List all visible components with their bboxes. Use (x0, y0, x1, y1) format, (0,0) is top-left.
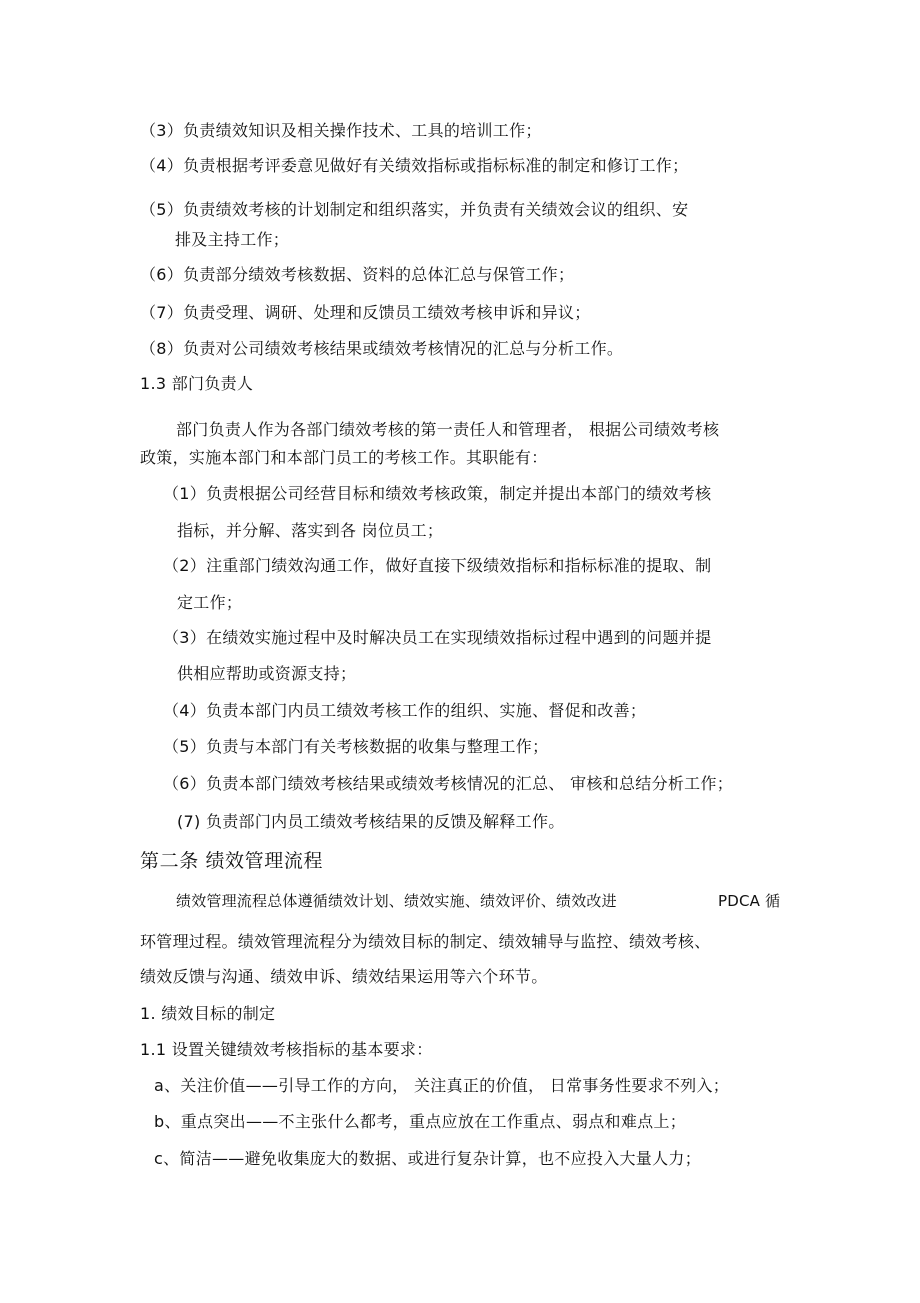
requirement-a: a、关注价值——引导工作的方向， 关注真正的价值， 日常事务性要求不列入； (154, 1076, 730, 1095)
requirement-b: b、重点突出——不主张什么都考，重点应放在工作重点、弱点和难点上； (154, 1112, 687, 1131)
head-duty-2-cont: 定工作； (177, 593, 243, 612)
duty-item-5-cont: 排及主持工作； (175, 230, 290, 249)
section-1-1-heading: 1.1 设置关键绩效考核指标的基本要求： (140, 1040, 433, 1059)
section-1-heading: 1. 绩效目标的制定 (140, 1004, 276, 1023)
requirement-c: c、简洁——避免收集庞大的数据、或进行复杂计算，也不应投入大量人力； (154, 1149, 701, 1168)
article-2-para-line-2: 环管理过程。绩效管理流程分为绩效目标的制定、绩效辅导与监控、绩效考核、 (140, 932, 711, 951)
section-1-3-intro-line-1: 部门负责人作为各部门绩效考核的第一责任人和管理者， 根据公司绩效考核 (176, 420, 720, 439)
head-duty-1-cont: 指标，并分解、落实到各 岗位员工； (177, 521, 444, 540)
head-duty-6: （6）负责本部门绩效考核结果或绩效考核情况的汇总、 审核和总结分析工作； (163, 774, 734, 793)
duty-item-5: （5）负责绩效考核的计划制定和组织落实，并负责有关绩效会议的组织、安 (140, 200, 689, 219)
head-duty-2: （2）注重部门绩效沟通工作，做好直接下级绩效指标和指标标准的提取、制 (163, 556, 712, 575)
duty-item-7: （7）负责受理、调研、处理和反馈员工绩效考核申诉和异议； (140, 303, 591, 322)
article-2-para-pdca: PDCA 循 (718, 892, 781, 910)
duty-item-8: （8）负责对公司绩效考核结果或绩效考核情况的汇总与分析工作。 (140, 339, 624, 358)
head-duty-7: (7) 负责部门内员工绩效考核结果的反馈及解释工作。 (177, 812, 565, 831)
head-duty-4: （4）负责本部门内员工绩效考核工作的组织、实施、督促和改善； (163, 701, 647, 720)
duty-item-6: （6）负责部分绩效考核数据、资料的总体汇总与保管工作； (140, 265, 575, 284)
duty-item-4: （4）负责根据考评委意见做好有关绩效指标或指标标准的制定和修订工作； (140, 156, 689, 175)
section-1-3-intro-line-2: 政策，实施本部门和本部门员工的考核工作。其职能有： (140, 448, 548, 467)
head-duty-1: （1）负责根据公司经营目标和绩效考核政策，制定并提出本部门的绩效考核 (163, 484, 712, 503)
section-heading-1-3: 1.3 部门负责人 (140, 374, 254, 393)
article-2-para-line-3: 绩效反馈与沟通、绩效申诉、绩效结果运用等六个环节。 (140, 967, 548, 986)
duty-item-3: （3）负责绩效知识及相关操作技术、工具的培训工作； (140, 121, 542, 140)
head-duty-3-cont: 供相应帮助或资源支持； (177, 664, 357, 683)
article-2-para-line-1: 绩效管理流程总体遵循绩效计划、绩效实施、绩效评价、绩效改进 (176, 892, 617, 910)
article-2-heading: 第二条 绩效管理流程 (140, 850, 324, 872)
head-duty-3: （3）在绩效实施过程中及时解决员工在实现绩效指标过程中遇到的问题并提 (163, 628, 712, 647)
head-duty-5: （5）负责与本部门有关考核数据的收集与整理工作； (163, 737, 549, 756)
